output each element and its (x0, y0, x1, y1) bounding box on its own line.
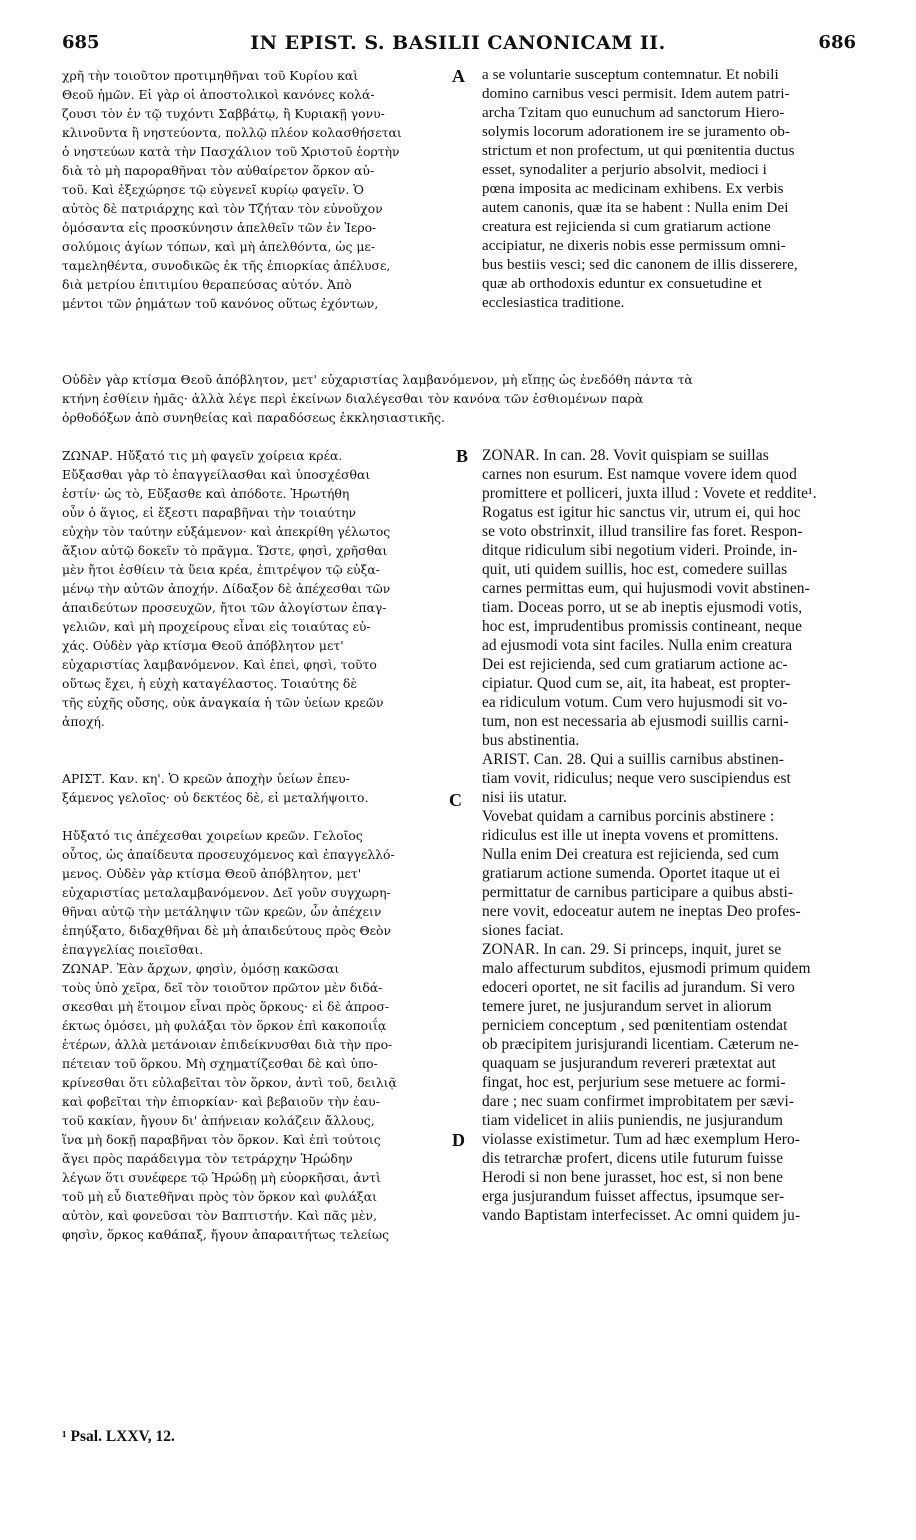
text-line: τοῦ μὴ εὖ διατεθῆναι πρὸς τὸν ὅρκον καὶ φυλάξαι (62, 1189, 377, 1204)
running-title: IN EPIST. S. BASILII CANONICAM II. (250, 32, 666, 54)
text-line: quit, uti quidem suillis, hoc est, comedere suillas (482, 561, 788, 578)
text-line: quæ ab orthodoxis eduntur ex consuetudine et (482, 276, 763, 292)
text-line: ἐπηύξατο, διδαχθῆναι δὲ μὴ ἀπαιδεύτους πρὸς Θεὸν (62, 923, 392, 938)
text-line: χρῆ τὴν τοιοῦτον προτιμηθῆναι τοῦ Κυρίου καὶ (62, 68, 359, 83)
text-line: siones faciat. (482, 922, 564, 939)
text-line: accipiatur, ne dixeris nobis esse permissum omni- (482, 238, 786, 254)
text-line: autem canonis, quæ ita se habent : Nulla enim Dei (482, 200, 789, 216)
text-line: διὰ τὸ μὴ παροραθῆναι τὸν αὐθαίρετον ὅρκον αὐ- (62, 163, 375, 178)
margin-letter-a: A (452, 66, 465, 86)
text-line: αὐτὸν, καὶ φονεῦσαι τὸν Βαπτιστήν. Καὶ πᾶς μὲν, (62, 1208, 378, 1223)
text-line: erga jusjurandum fuisset affectus, ipsumque ser- (482, 1188, 785, 1205)
text-line: Herodi si non bene jurasset, hoc est, si non bene (482, 1169, 784, 1186)
text-line: ὀμόσαντα εἰς προσκύνησιν ἀπελθεῖν τῶν ἐν Ἱερο- (62, 220, 377, 235)
text-line: dis tetrarchæ profert, dicens utile futurum fuisse (482, 1150, 784, 1167)
text-line: vando Baptistam interfecisset. Ac omni quidem ju- (482, 1207, 801, 1224)
text-line: creatura est rejicienda si cum gratiarum actione (482, 219, 771, 235)
text-line: σκεσθαι μὴ ἕτοιμον εἶναι πρὸς ὅρκους· εἰ δὲ ἀπροσ- (62, 999, 390, 1014)
text-line: τοῦ κακίαν, ἤγουν δι' ἀπήνειαν κολάζειν ἄλλους, (62, 1113, 375, 1128)
text-line: ad ejusmodi vota sint faciles. Nulla enim creatura (482, 637, 793, 654)
text-line: nere vovit, edoceatur autem ne ineptas Deo profes- (482, 903, 801, 920)
text-line: διὰ μετρίου ἐπιτιμίου θεραπεύσας αὐτόν. Ἀπὸ (62, 277, 352, 292)
text-line: ἀπαιδεύτων προσευχῶν, ἤτοι τῶν ἀλογίστων ἐπαγ- (62, 600, 387, 615)
text-line: ὁ νηστεύων κατὰ τὴν Πασχάλιον τοῦ Χριστοῦ ἑορτὴν (62, 144, 400, 159)
text-line: λέγων ὅτι συνέφερε τῷ Ἡρώδῃ μὴ εὐορκῆσαι, ἀντὶ (62, 1170, 381, 1185)
text-line: se voto obstrinxit, illud transilire fas foret. Respon- (482, 523, 803, 540)
text-line: tum, non est necessaria ab ejusmodi suillis carni- (482, 713, 789, 730)
text-line: promittere et polliceri, juxta illud : Vovete et reddite¹. (482, 485, 817, 502)
text-line: pœna imposita ac medicinam exhibens. Ex verbis (482, 181, 784, 197)
text-line: οὕτως ἔχει, ἡ εὐχὴ καταγέλαστος. Τοιαύτης δὲ (62, 676, 358, 691)
text-line: ἄγει πρὸς παράδειγμα τὸν τετράρχην Ἡρώδην (62, 1151, 353, 1166)
text-line: σολύμοις ἁγίων τόπων, καὶ μὴ ἀπελθόντα, ὡς με- (62, 239, 376, 254)
text-line: Θεοῦ ἡμῶν. Εἰ γὰρ οἱ ἀποστολικοὶ κανόνες κολά- (62, 87, 375, 102)
margin-letter-d: D (452, 1130, 465, 1150)
text-line: ἄξιον αὐτῷ δοκεῖν τὸ πρᾶγμα. Ὥστε, φησὶ, χρῆσθαι (62, 543, 388, 558)
text-line: ἐστίν· ὡς τὸ, Εὔξασθε καὶ ἀπόδοτε. Ἠρωτήθη (62, 486, 350, 501)
text-line: Dei est rejicienda, sed cum gratiarum actione ac- (482, 656, 788, 673)
text-line: ob præcipitem jurisjurandi licentiam. Cæterum ne- (482, 1036, 799, 1053)
text-line: ὀρθοδόξων ἀπὸ συνηθείας καὶ παραδόσεως ἐκκλησιαστικῆς. (62, 410, 445, 425)
page-number-right: 686 (818, 32, 856, 53)
text-line: εὐχαριστίας μεταλαμβανόμενον. Δεῖ γοῦν συγχωρη- (62, 885, 391, 900)
footnote: ¹ Psal. LXXV, 12. (62, 1428, 175, 1445)
text-line: edoceri oportet, ne sit facilis ad jurandum. Si vero (482, 979, 795, 996)
text-line: a se voluntarie susceptum contemnatur. Et nobili (482, 67, 779, 83)
running-header (0, 32, 916, 60)
text-line: μένῳ τὴν αὐτῶν ἀποχήν. Δίδαξον δὲ ἀπέχεσθαι τῶν (62, 581, 391, 596)
text-line: ταμεληθέντα, συνοδικῶς ἐκ τῆς ἐπιορκίας ἀπέλυσε, (62, 258, 391, 273)
text-line: solymis locorum adorationem ire se juramento ob- (482, 124, 791, 140)
text-line: dare ; nec suam confirmet improbitatem per sævi- (482, 1093, 795, 1110)
margin-letter-c: C (449, 790, 462, 810)
text-line: cipiatur. Quod cum se, ait, ita habeat, est propter- (482, 675, 791, 692)
text-line: ἀποχή. (62, 714, 105, 729)
text-line: tiam videlicet in aliis puniendis, ne jusjurandum (482, 1112, 784, 1129)
text-line (62, 807, 458, 826)
text-line: οὗτος, ὡς ἀπαίδευτα προσευχόμενος καὶ ἐπαγγελλό- (62, 847, 395, 862)
text-line: ditque ridiculum sibi negotium videri. Proinde, in- (482, 542, 798, 559)
margin-letter-b: B (456, 446, 469, 466)
text-line: ΑΡΙΣΤ. Καν. κη'. Ὁ κρεῶν ἀποχὴν ὑείων ἐπευ- (62, 771, 350, 786)
text-line: tiam vovit, ridiculus; neque vero suscipiendus est (482, 770, 791, 787)
text-line: μὲν ἤτοι ἐσθίειν τὰ ὕεια κρέα, ἐπιτρέψον τῷ εὐξα- (62, 562, 380, 577)
text-line: χάς. Οὐδὲν γὰρ κτίσμα Θεοῦ ἀπόβλητον μετ' (62, 638, 344, 653)
text-line: μενος. Οὐδὲν γὰρ κτίσμα Θεοῦ ἀπόβλητον, μετ' (62, 866, 362, 881)
text-line: ξάμενος γελοῖος· οὐ δεκτέος δὲ, εἰ μεταλήψοιτο. (62, 790, 369, 805)
text-line: bus bestiis vesci; sed dic canonem de illis disserere, (482, 257, 798, 273)
text-line: Οὐδὲν γὰρ κτίσμα Θεοῦ ἀπόβλητον, μετ' εὐχαριστίας λαμβανόμενον, μὴ εἴπῃς ὡς ἐνεδόθη πάντα τὰ (62, 372, 693, 387)
text-line: quaquam se jusjurandum revereri prætextat aut (482, 1055, 776, 1072)
text-line: archa Tzitam quo eunuchum ad sanctorum Hiero- (482, 105, 785, 121)
text-line: violasse existimetur. Tum ad hæc exemplum Hero- (482, 1131, 801, 1148)
text-line: καὶ φοβεῖται τὴν ἐπιορκίαν· καὶ βεβαιοῦν τὴν ἑαυ- (62, 1094, 380, 1109)
text-line: τοῦ. Καὶ ἐξεχώρησε τῷ εὐγενεῖ κυρίῳ φαγεῖν. Ὁ (62, 182, 364, 197)
text-line: Nulla enim Dei creatura est rejicienda, sed cum (482, 846, 779, 863)
text-line: ZONAR. In can. 29. Si princeps, inquit, juret se (482, 941, 782, 958)
text-line: nisi iis utatur. (482, 789, 567, 806)
text-line (62, 750, 458, 769)
text-line: μέντοι τῶν ῥημάτων τοῦ κανόνος οὕτως ἐχόντων, (62, 296, 379, 311)
text-line: φησὶν, ὅρκος καθάπαξ, ἤγουν ἀπαραιτήτως τελείως (62, 1227, 390, 1242)
text-line: ea ridiculum votum. Cum vero hujusmodi sit vo- (482, 694, 788, 711)
text-line: malo affecturum subditos, ejusmodi primum quidem (482, 960, 811, 977)
text-line: carnes non esurum. Est namque vovere idem quod (482, 466, 797, 483)
latin-column-top (482, 66, 866, 313)
text-line: γελιῶν, καὶ μὴ προχείρους εἶναι εἰς τοιαύτας εὐ- (62, 619, 371, 634)
greek-full-width-passage (62, 370, 878, 427)
text-line (62, 731, 458, 750)
text-line: ἑτέρων, ἀλλὰ μετάνοιαν ἐπιδείκνυσθαι διὰ τὴν προ- (62, 1037, 393, 1052)
page-number-left: 685 (62, 32, 100, 53)
text-line: κλινοῦντα ἢ νηστεύοντα, πολλῷ πλέον κολασθήσεται (62, 125, 402, 140)
text-line: temere juret, ne jusjurandum servet in aliorum (482, 998, 772, 1015)
text-line: κτήνη ἐσθίειν ἡμᾶς· ἀλλὰ λέγε περὶ ἐκείνων διαλέγεσθαι τὸν κανόνα τῶν ἐσθιομένων παρὰ (62, 391, 644, 406)
latin-column-lower (482, 446, 866, 1225)
text-line: perniciem conceptum , sed pœnitentiam ostendat (482, 1017, 788, 1034)
greek-column-top (62, 66, 458, 313)
text-line: τῆς εὐχῆς οὔσης, οὐκ ἀναγκαία ἡ τῶν ὑείων κρεῶν (62, 695, 384, 710)
text-line: permittatur de carnibus participare a quibus absti- (482, 884, 794, 901)
text-line: οὖν ὁ ἅγιος, εἰ ἔξεστι παραβῆναι τὴν τοιαύτην (62, 505, 357, 520)
text-line: tiam. Doceas porro, ut se ab ineptis ejusmodi votis, (482, 599, 803, 616)
text-line: έκτως ὀμόσει, μὴ φυλάξαι τὸν ὅρκον ἐπὶ κακοποιΐᾳ (62, 1018, 387, 1033)
text-line: ζουσι τὸν ἐν τῷ τυχόντι Σαββάτῳ, ἢ Κυριακῇ γονυ- (62, 106, 385, 121)
text-line: esset, synodaliter a perjurio absolvit, medioci i (482, 162, 767, 178)
text-line: ARIST. Can. 28. Qui a suillis carnibus abstinen- (482, 751, 785, 768)
text-line: hoc est, imprudentibus promissis contineant, neque (482, 618, 803, 635)
text-line: εὐχαριστίας λαμβανόμενον. Καὶ ἐπεὶ, φησὶ, τοῦτο (62, 657, 377, 672)
text-line: ἵνα μὴ δοκῇ παραβῆναι τὸν ὅρκον. Καὶ ἐπὶ τούτοις (62, 1132, 381, 1147)
text-line: Ηὔξατό τις ἀπέχεσθαι χοιρείων κρεῶν. Γελοῖος (62, 828, 363, 843)
text-line: Vovebat quidam a carnibus porcinis abstinere : (482, 808, 775, 825)
text-line: αὐτὸς δὲ πατριάρχης καὶ τὸν Τζήταν τὸν εὐνοῦχον (62, 201, 383, 216)
text-line: ridiculus est ille ut inepta vovens et promittens. (482, 827, 779, 844)
greek-column-lower (62, 446, 458, 1244)
text-line: gratiarum actione sumenda. Oportet itaque ut ei (482, 865, 781, 882)
text-line: bus abstinentia. (482, 732, 580, 749)
text-line: Rogatus est igitur hic sanctus vir, utrum ei, qui hoc (482, 504, 801, 521)
text-line: εὐχὴν τὸν ταύτην εὐξάμενον· καὶ ἀπεκρίθη γέλωτος (62, 524, 391, 539)
text-line: ΖΩΝΑΡ. Ἐὰν ἄρχων, φησὶν, ὀμόσῃ κακῶσαι (62, 961, 340, 976)
text-line: ZONAR. In can. 28. Vovit quispiam se suillas (482, 447, 769, 464)
text-line: ΖΩΝΑΡ. Ηὔξατό τις μὴ φαγεῖν χοίρεια κρέα. (62, 448, 343, 463)
text-line: Εὔξασθαι γὰρ τὸ ἐπαγγείλασθαι καὶ ὑποσχέσθαι (62, 467, 371, 482)
text-line: ἐπαγγελίας ποιεῖσθαι. (62, 942, 204, 957)
text-line: πέτειαν τοῦ ὅρκου. Μὴ σχηματίζεσθαι δὲ καὶ ὑπο- (62, 1056, 378, 1071)
text-line: ecclesiastica traditione. (482, 295, 625, 311)
text-line: θῆναι αὐτῷ τὴν μετάληψιν τῶν κρεῶν, ὧν ἀπέχειν (62, 904, 382, 919)
text-line: domino carnibus vesci permisit. Idem autem patri- (482, 86, 790, 102)
text-line: τοὺς ὑπὸ χεῖρα, δεῖ τὸν τοιοῦτον πρῶτον μὲν διδά- (62, 980, 383, 995)
text-line: strictum et non profectum, ut qui pœnitentia ductus (482, 143, 795, 159)
text-line: κρίνεσθαι ὅτι εὐλαβεῖται τὸν ὅρκον, ἀντὶ τοῦ, δειλιᾷ (62, 1075, 397, 1090)
text-line: fingat, hoc est, perjurium sese metuere ac formi- (482, 1074, 786, 1091)
text-line: carnes permittas eum, qui hujusmodi vovit abstinen- (482, 580, 810, 597)
